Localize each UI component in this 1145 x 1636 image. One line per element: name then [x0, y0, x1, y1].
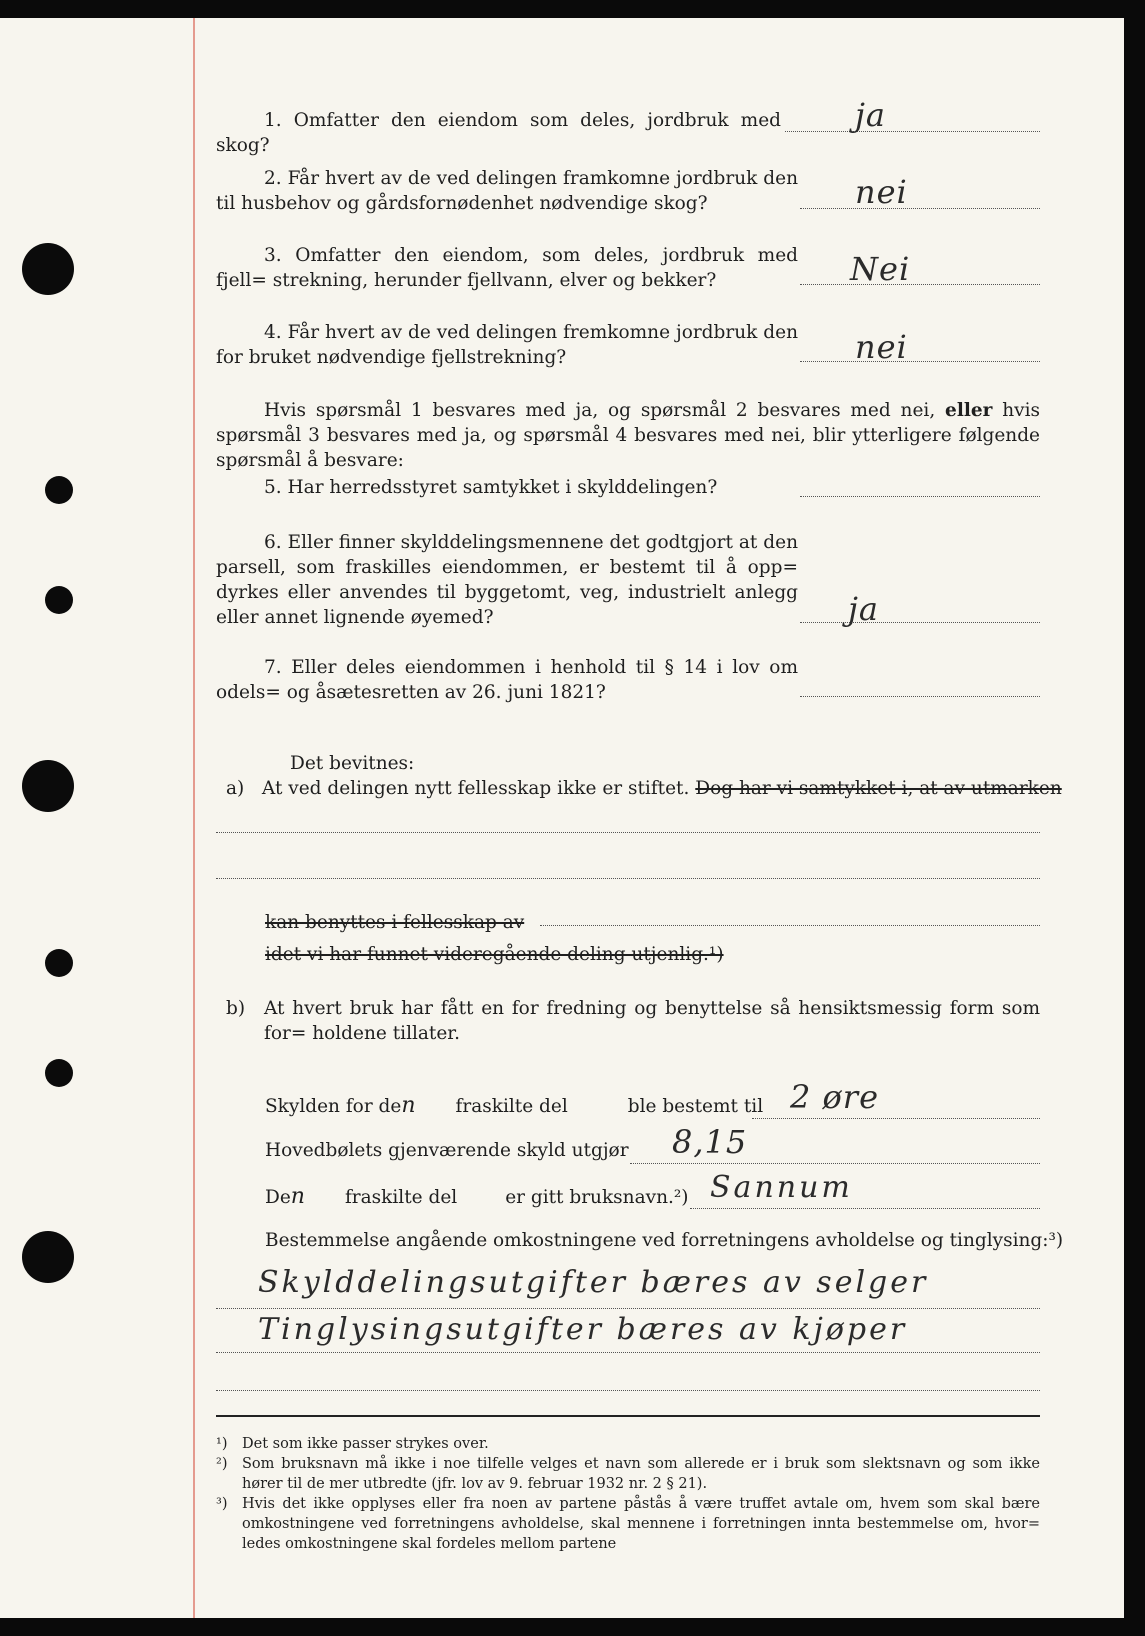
question-3: 3. Omfatter den eiendom, som deles, jordbruk med fjell= strekning, herunder fjellvann, elver og bekker? [216, 245, 798, 291]
punch-hole [45, 476, 73, 504]
hoved-label: Hovedbølets gjenværende skyld utgjør [265, 1140, 629, 1161]
footnote-rule [216, 1415, 1040, 1417]
punch-hole [22, 1231, 74, 1283]
cost-dots-3 [216, 1390, 1040, 1391]
answer-6: ja [848, 590, 879, 628]
scan-border-top [0, 0, 1145, 18]
hoved-line [630, 1163, 1040, 1164]
answer-line-4 [800, 361, 1040, 362]
answer-line-1 [785, 131, 1040, 132]
document-page [0, 18, 1124, 1618]
footnotes [216, 1434, 1040, 1554]
struck-line-1: kan benyttes i fellesskap av [265, 912, 525, 933]
answer-2: nei [855, 173, 908, 211]
answer-1: ja [855, 96, 886, 134]
answer-3: Nei [850, 250, 911, 288]
attest-line-2 [216, 878, 1040, 879]
question-6: 6. Eller finner skylddelingsmennene det godtgjort at den parsell, som fraskilles eiendommen, er bestemt til å opp= dyrkes eller anvendes til byggetomt, veg, industrielt anlegg eller annet lignende øyemed? [216, 532, 798, 628]
question-2: 2. Får hvert av de ved delingen framkomne jordbruk den til husbehov og gårdsfornødenhet nødvendige skog? [216, 168, 798, 214]
attest-line-1 [216, 832, 1040, 833]
condition-paragraph: Hvis spørsmål 1 besvares med ja, og spørsmål 2 besvares med nei, eller hvis spørsmål 3 besvares med ja, og spørsmål 4 besvares med nei, blir ytterligere følgende spørsmål å besvare: [216, 400, 1040, 471]
margin-line [193, 18, 195, 1618]
cost-line-1: Skylddelingsutgifter bæres av selger [258, 1265, 929, 1300]
answer-line-2 [800, 208, 1040, 209]
footnote-3: ³) Hvis det ikke opplyses eller fra noen av partene påstås å være truffet avtale om, hvem som skal bære omkostningene ved forretningens avholdelse, skal mennene i forretningen innta bestemmelse om, hvor= ledes omkostningene skal fordeles mellom partene [216, 1496, 1040, 1552]
punch-hole [22, 760, 74, 812]
answer-4: nei [855, 328, 908, 366]
punch-hole [45, 949, 73, 977]
scan-border-bottom [0, 1618, 1145, 1636]
hoved-value: 8,15 [672, 1123, 748, 1161]
footnote-2: ²) Som bruksnavn må ikke i noe tilfelle velges et navn som allerede er i bruk som slektsnavn og som ikke hører til de mer utbredte (jfr. lov av 9. februar 1932 nr. 2 § 21). [216, 1456, 1040, 1492]
cost-dots-2 [216, 1352, 1040, 1353]
skyld-line [752, 1118, 1040, 1119]
cost-line-2: Tinglysingsutgifter bæres av kjøper [258, 1312, 908, 1347]
punch-hole [22, 243, 74, 295]
question-7: 7. Eller deles eiendommen i henhold til § 14 i lov om odels= og åsætesretten av 26. juni 1821? [216, 657, 798, 703]
bestemmelse-label: Bestemmelse angående omkostningene ved forretningens avholdelse og tinglysing:³) [265, 1230, 1064, 1251]
attest-line-3 [540, 925, 1040, 926]
cost-dots-1 [216, 1308, 1040, 1309]
attest-b: b) At hvert bruk har fått en for fredning og benyttelse så hensiktsmessig form som for= holdene tillater. [226, 998, 1040, 1044]
skyld-value: 2 øre [790, 1078, 880, 1116]
answer-line-5 [800, 496, 1040, 497]
bruksnavn-line [690, 1208, 1040, 1209]
footnote-1: ¹) Det som ikke passer strykes over. [216, 1436, 489, 1452]
attest-heading: Det bevitnes: [290, 753, 415, 774]
answer-line-6 [800, 622, 1040, 623]
bruksnavn-row: Den fraskilte del er gitt bruksnavn.²) [265, 1184, 689, 1209]
answer-line-3 [800, 284, 1040, 285]
scan-border-right [1124, 0, 1145, 1636]
bruksnavn-value: Sannum [710, 1170, 853, 1205]
question-5: 5. Har herredsstyret samtykket i skylddelingen? [264, 477, 718, 498]
answer-line-7 [800, 696, 1040, 697]
punch-hole [45, 1059, 73, 1087]
question-4: 4. Får hvert av de ved delingen fremkomne jordbruk den for bruket nødvendige fjellstrekning? [216, 322, 798, 368]
question-1: 1. Omfatter den eiendom som deles, jordbruk med skog? [216, 110, 781, 156]
struck-line-2: idet vi har funnet videregående deling utjenlig.¹) [265, 944, 724, 965]
skyld-row: Skylden for den fraskilte del ble bestemt til [265, 1093, 764, 1118]
punch-hole [45, 586, 73, 614]
attest-a: a) At ved delingen nytt fellesskap ikke er stiftet. Dog har vi samtykket i, at av utmarken [226, 778, 1062, 799]
